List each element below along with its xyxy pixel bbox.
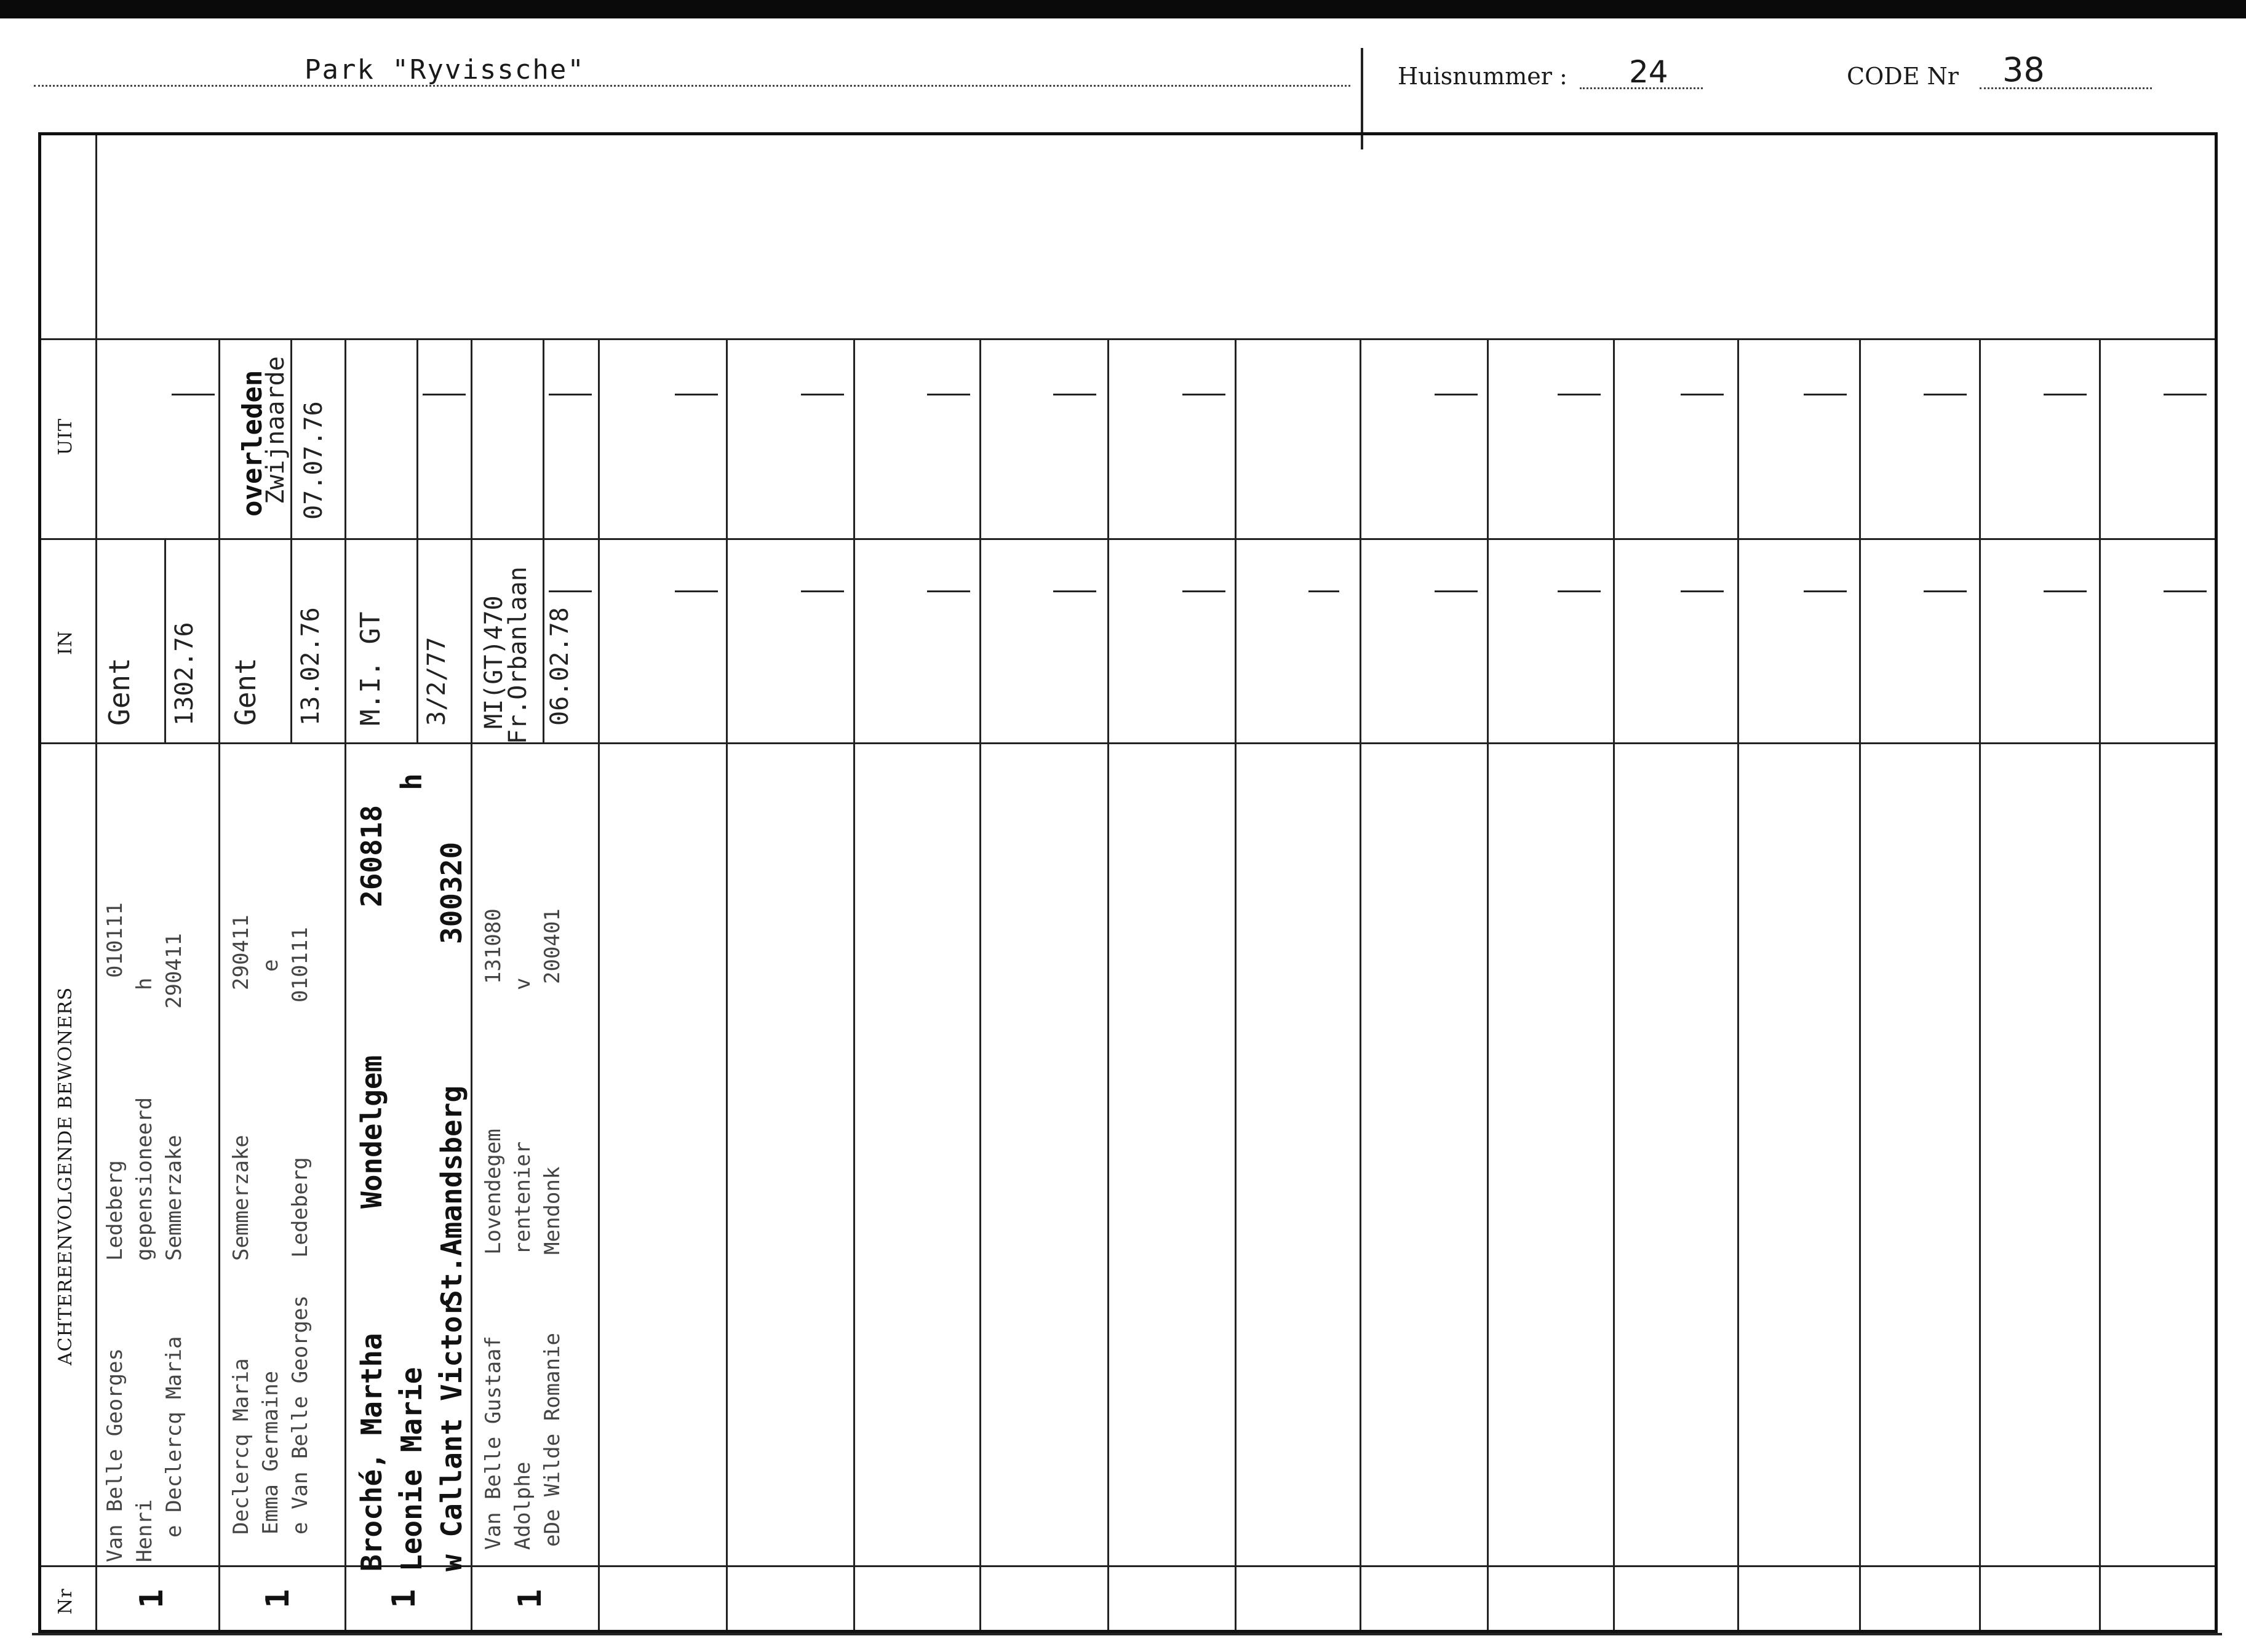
grid-line	[726, 338, 728, 1630]
resident-text: 131080	[481, 908, 506, 984]
resident-text: 290411	[162, 933, 186, 1009]
empty-cell-dash	[1924, 590, 1967, 592]
empty-cell-dash	[675, 394, 718, 395]
resident-text: 290411	[229, 915, 253, 990]
empty-cell-dash	[549, 590, 592, 592]
entry-1-nr: 1	[133, 1589, 170, 1608]
resident-text: h	[132, 977, 157, 990]
resident-text: h	[395, 773, 428, 790]
empty-cell-dash	[1558, 590, 1601, 592]
grid-line	[1613, 338, 1615, 1630]
entry-3-in-place: M.I. GT	[355, 611, 386, 726]
grid-line	[1487, 338, 1489, 1630]
empty-cell-dash	[1681, 394, 1724, 395]
resident-text: Wondelgem	[355, 1055, 388, 1209]
grid-line	[95, 135, 97, 1630]
resident-text: 200401	[540, 908, 565, 984]
entry-2-uit-line1: overleden	[237, 370, 268, 517]
bottom-edge	[32, 1633, 2222, 1652]
empty-cell-dash	[1558, 394, 1601, 395]
col-bewoners-label: ACHTEREENVOLGENDE BEWONERS	[55, 987, 76, 1365]
entry-3-in-date: 3/2/77	[423, 637, 451, 726]
resident-text: St.Amandsberg	[435, 1085, 468, 1307]
resident-text: Leonie Marie	[395, 1367, 428, 1571]
entry-2-in-place: Gent	[229, 657, 262, 726]
code-label: CODE Nr	[1847, 63, 1959, 90]
resident-text: 300320	[435, 841, 468, 944]
resident-text: Semmerzake	[229, 1135, 253, 1261]
register-grid	[38, 132, 2218, 1633]
entry-3-nr: 1	[386, 1589, 423, 1608]
resident-text: Ledeberg	[288, 1157, 313, 1258]
resident-text: Semmerzake	[162, 1135, 186, 1261]
grid-line	[2099, 338, 2101, 1630]
grid-line	[1360, 338, 1361, 1630]
resident-text: gepensioneerd	[132, 1097, 157, 1261]
entry-4-nr: 1	[512, 1589, 549, 1608]
col-nr-label: Nr	[55, 1588, 76, 1614]
resident-text: Declercq Maria	[229, 1358, 253, 1535]
grid-line	[1859, 338, 1861, 1630]
entry-2-nr: 1	[260, 1589, 297, 1608]
resident-text: Van Belle Georges	[103, 1348, 127, 1562]
grid-line	[290, 338, 292, 742]
empty-cell-dash	[423, 394, 466, 395]
resident-text: rentenier	[511, 1141, 535, 1255]
empty-cell-dash	[1308, 590, 1339, 592]
bewoners-band-top	[41, 742, 2215, 744]
resident-text: Ledeberg	[103, 1160, 127, 1261]
empty-cell-dash	[1804, 590, 1847, 592]
entry-2-uit-line2: Zwijnaarde	[261, 356, 290, 504]
empty-cell-dash	[1053, 590, 1096, 592]
resident-text: 010111	[103, 902, 127, 978]
col-uit-label: UIT	[55, 418, 76, 455]
entry-2-uit-date: 07.07.76	[300, 401, 328, 520]
empty-cell-dash	[1182, 590, 1225, 592]
resident-text: Henri	[132, 1499, 157, 1562]
entry-4-in-date: 06.02.78	[546, 607, 574, 726]
entry-1-in-place: Gent	[103, 657, 136, 726]
empty-cell-dash	[927, 394, 970, 395]
grid-line	[543, 338, 544, 742]
resident-text: w Callant Victor	[435, 1298, 468, 1571]
empty-cell-dash	[2164, 394, 2207, 395]
empty-cell-dash	[2044, 590, 2087, 592]
resident-text: Van Belle Gustaaf	[481, 1336, 506, 1550]
grid-line	[471, 338, 472, 1630]
entry-2-in-date: 13.02.76	[297, 607, 325, 726]
grid-line	[416, 338, 418, 742]
resident-text: v	[511, 977, 535, 990]
uit-band-top	[41, 338, 2215, 340]
entry-1-in-date: 1302.76	[170, 622, 199, 726]
grid-line	[1979, 338, 1981, 1630]
empty-cell-dash	[1681, 590, 1724, 592]
empty-cell-dash	[927, 590, 970, 592]
code-value: 38	[2002, 50, 2045, 89]
entry-4-in-place: MI(GT)470	[480, 595, 508, 729]
resident-text: Lovendegem	[481, 1129, 506, 1255]
empty-cell-dash	[1182, 394, 1225, 395]
grid-line	[979, 338, 981, 1630]
huisnummer-value: 24	[1629, 54, 1668, 90]
empty-cell-dash	[2044, 394, 2087, 395]
resident-text: eDe Wilde Romanie	[540, 1333, 565, 1547]
grid-line	[218, 338, 220, 1630]
resident-text: Adolphe	[511, 1461, 535, 1550]
in-band-top	[41, 538, 2215, 540]
empty-cell-dash	[801, 590, 844, 592]
resident-text: e Declercq Maria	[162, 1336, 186, 1538]
empty-cell-dash	[1804, 394, 1847, 395]
empty-cell-dash	[1924, 394, 1967, 395]
grid-line	[1235, 338, 1236, 1630]
empty-cell-dash	[1435, 394, 1478, 395]
resident-text: Mendonk	[540, 1166, 565, 1255]
resident-text: 260818	[355, 804, 388, 907]
grid-line	[1107, 338, 1109, 1630]
grid-line	[344, 338, 346, 1630]
resident-text: 010111	[288, 927, 313, 1003]
grid-line	[1737, 338, 1739, 1630]
header-row	[0, 18, 2246, 132]
empty-cell-dash	[1435, 590, 1478, 592]
empty-cell-dash	[549, 394, 592, 395]
resident-text: e	[258, 959, 283, 972]
empty-cell-dash	[2164, 590, 2207, 592]
resident-text: Broché, Martha	[355, 1333, 388, 1571]
street-dotted-line	[34, 85, 1350, 87]
empty-cell-dash	[675, 590, 718, 592]
top-black-bar	[0, 0, 2246, 18]
street-name: Park "Ryvissche"	[305, 54, 585, 85]
empty-cell-dash	[172, 394, 215, 395]
huisnummer-label: Huisnummer :	[1398, 63, 1567, 90]
grid-line	[164, 538, 166, 742]
grid-line	[853, 338, 855, 1630]
resident-text: Emma Germaine	[258, 1370, 283, 1535]
empty-cell-dash	[801, 394, 844, 395]
resident-text: e Van Belle Georges	[288, 1295, 313, 1535]
entry-4-in-place2: Fr.Orbanlaan	[504, 566, 532, 744]
empty-cell-dash	[1053, 394, 1096, 395]
col-in-label: IN	[55, 630, 76, 655]
grid-line	[598, 338, 600, 1630]
